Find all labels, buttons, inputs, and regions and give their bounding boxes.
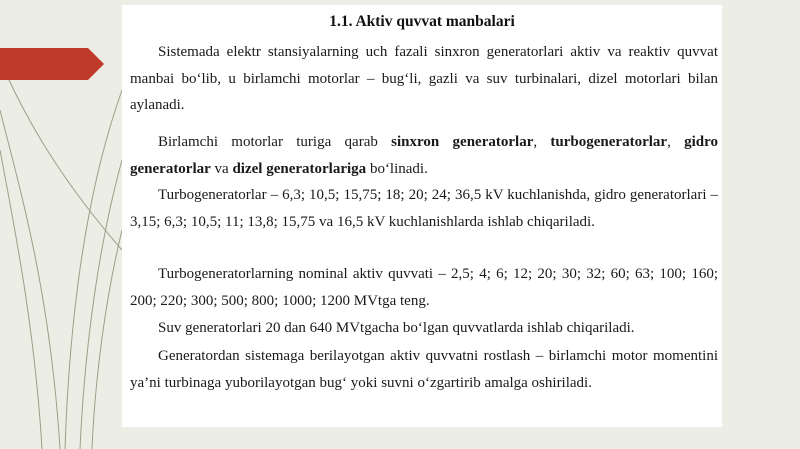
paragraph-2-text-4: va (210, 160, 233, 177)
paragraph-2-text-2: , (533, 134, 551, 150)
decorative-lines (0, 60, 122, 449)
paragraph-6: Generatordan sistemaga berilayotgan aktiv quvvatni rostlash – birlamchi motor momentini ya’ni turbinaga yuborilayotgan bug‘ yoki suvni o‘zgartirib amalga oshiriladi. (130, 348, 718, 391)
document-page (122, 5, 722, 427)
red-arrow-shape (0, 48, 104, 80)
paragraph-3: Turbogeneratorlar – 6,3; 10,5; 15,75; 18; 20; 24; 36,5 kV kuchlanishda, gidro generatorlari – 3,15; 6,3; 10,5; 11; 13,8; 15,75 va 16,5 kV kuchlanishlarda ishlab chiqariladi. (130, 187, 718, 230)
section-heading: 1.1. Aktiv quvvat manbalari (329, 13, 515, 30)
paragraph-2-bold-1: sinxron generatorlar (391, 134, 534, 150)
paragraph-2 (130, 129, 718, 182)
paragraph-2-bold-4: dizel generatorlariga (232, 160, 367, 177)
paragraph-5: Suv generatorlari 20 dan 640 MVtgacha bo‘lgan quvvatlarda ishlab chiqariladi. (158, 320, 635, 336)
paragraph-2-bold-2: turbogeneratorlar (550, 134, 668, 150)
paragraph-2-text-5: bo‘linadi. (366, 160, 428, 177)
paragraph-2-text-3: , (667, 134, 685, 150)
paragraph-4: Turbogeneratorlarning nominal aktiv quvvati – 2,5; 4; 6; 12; 20; 30; 32; 60; 63; 100; 160; 200; 220; 300; 500; 800; 1000; 1200 MVtga teng. (130, 266, 718, 309)
paragraph-2-bold-3: gidro generatorlar (130, 134, 719, 177)
paragraph-1: Sistemada elektr stansiyalarning uch fazali sinxron generatorlari aktiv va reaktiv quvvat manbai bo‘lib, u birlamchi motorlar – bug‘li, gazli va suv turbinalari, dizel motorlari bilan aylanadi. (130, 44, 718, 113)
paragraph-2-text-1: Birlamchi motorlar turiga qarab (158, 134, 392, 150)
